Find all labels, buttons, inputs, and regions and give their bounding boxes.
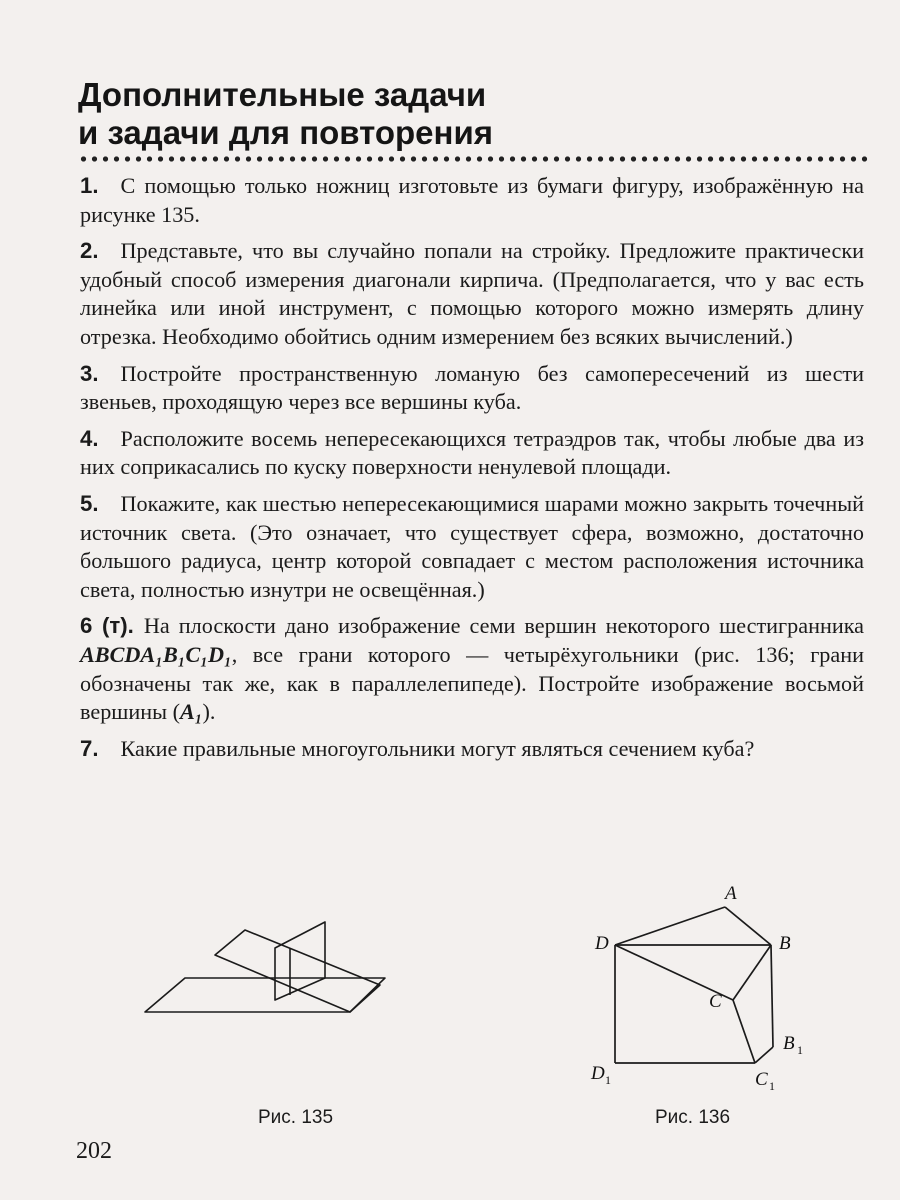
problem-text: Представьте, что вы случайно попали на стройку. Предложите практически удобный способ измерения диагонали кирпича. (Предполагается, что у вас есть линейка или иной инструмент, с помощью которого можно измерять длину отрезка. Необходимо обойтись одним измерением без всяких вычислений.) xyxy=(80,238,864,349)
figure-136 xyxy=(585,885,815,1095)
fig135-upper-strip xyxy=(215,930,380,1012)
problem-text: На плоскости дано изображение семи вершин некоторого шестигранника xyxy=(143,613,865,639)
problem-1 xyxy=(80,172,864,229)
fig135-vertical-flap xyxy=(275,922,325,1000)
problem-3 xyxy=(80,360,864,417)
problem-number: 4. xyxy=(80,425,99,451)
problem-text: Какие правильные многоугольники могут являться сечением куба? xyxy=(120,735,755,761)
problem-text-end: ). xyxy=(202,699,216,725)
problem-number: 6 (т). xyxy=(80,613,134,639)
label-B1: B xyxy=(783,1033,795,1054)
problem-number: 2. xyxy=(80,238,99,264)
problem-text: С помощью только ножниц изготовьте из бумаги фигуру, изображённую на рисунке 135. xyxy=(80,173,864,227)
label-A: A xyxy=(725,885,737,904)
problem-2 xyxy=(80,237,864,351)
label-B1-sub: 1 xyxy=(797,1043,803,1057)
label-D: D xyxy=(595,933,609,954)
label-C1-sub: 1 xyxy=(769,1079,775,1093)
problem-text: Постройте пространственную ломаную без самопересечений из шести звеньев, проходящую через все вершины куба. xyxy=(80,360,864,415)
section-title-line2: и задачи для повторения xyxy=(78,114,494,151)
problem-text-cont: , все грани которого — четырёхугольники (рис. 136; грани обозначены так же, как в параллелепипеде). Постройте изображение восьмой вершины ( xyxy=(80,641,864,725)
problem-text: Расположите восемь непересекающихся тетраэдров так, чтобы любые два из них соприкасались по куску поверхности ненулевой площади. xyxy=(80,425,864,480)
problem-5 xyxy=(80,490,864,604)
problem-4 xyxy=(80,425,864,482)
label-C: C xyxy=(709,991,722,1012)
edge-A-B xyxy=(725,907,771,945)
problem-7 xyxy=(80,735,864,764)
label-D1-sub: 1 xyxy=(605,1073,611,1087)
figure-136-caption: Рис. 136 xyxy=(655,1107,731,1128)
edge-C-C1 xyxy=(733,1000,755,1063)
edge-B-C xyxy=(733,945,771,1000)
edge-D-A xyxy=(615,907,725,945)
problem-list xyxy=(80,172,864,771)
page-number: 202 xyxy=(76,1138,112,1164)
section-title xyxy=(78,76,838,152)
problem-number: 1. xyxy=(80,173,99,198)
problem-text: Покажите, как шестью непересекающимися шарами можно закрыть точечный источник света. (Это означает, что существует сфера, возможно, достаточно большого радиуса, центр которой совпадает с местом расположения источника света, полностью изнутри не освещённая.) xyxy=(80,490,864,602)
problem-number: 5. xyxy=(80,490,99,516)
problem-number: 7. xyxy=(80,735,99,761)
problem-number: 3. xyxy=(80,360,99,386)
problem-6 xyxy=(80,612,864,726)
edge-B-B1 xyxy=(771,945,773,1047)
label-C1: C xyxy=(755,1069,768,1090)
edge-B1-C1 xyxy=(755,1047,773,1063)
label-B: B xyxy=(779,933,791,954)
figure-135-caption: Рис. 135 xyxy=(258,1107,334,1128)
polyhedron-name: ABCDA₁B₁C₁D₁ xyxy=(80,641,232,667)
fig135-lower-strip xyxy=(145,978,385,1012)
label-D1: D xyxy=(591,1063,605,1084)
missing-vertex: A₁ xyxy=(179,699,203,725)
dotted-divider xyxy=(78,155,868,163)
figure-135 xyxy=(130,900,410,1030)
section-title-line1: Дополнительные задачи xyxy=(78,76,487,113)
